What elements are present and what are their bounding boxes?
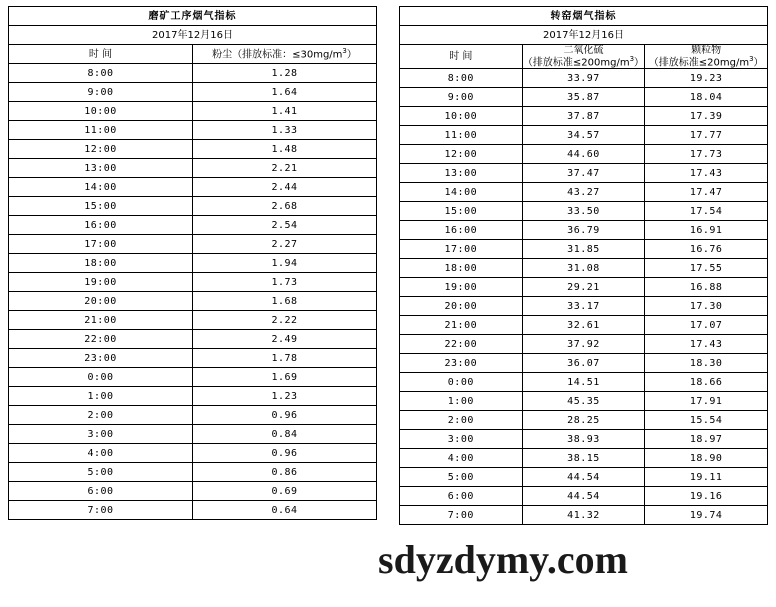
pm-cell: 19.16 (645, 487, 768, 506)
so2-cell: 36.07 (522, 354, 645, 373)
table-title-row (400, 7, 768, 26)
time-cell: 0:00 (400, 373, 523, 392)
so2-cell: 38.93 (522, 430, 645, 449)
so2-cell: 37.47 (522, 164, 645, 183)
time-cell: 5:00 (400, 468, 523, 487)
time-cell: 3:00 (9, 425, 193, 444)
dust-cell: 0.96 (193, 406, 377, 425)
table-row (9, 273, 377, 292)
time-cell: 21:00 (400, 316, 523, 335)
time-cell: 10:00 (9, 102, 193, 121)
table-row (400, 202, 768, 221)
table-row (9, 216, 377, 235)
table-row (400, 126, 768, 145)
table-row (400, 449, 768, 468)
time-cell: 23:00 (400, 354, 523, 373)
left-header-time: 时 间 (9, 45, 193, 64)
table-row (400, 88, 768, 107)
right-header-pm-name: 颗粒物 (691, 45, 722, 56)
table-row (400, 221, 768, 240)
table-row (400, 430, 768, 449)
table-row (400, 259, 768, 278)
right-table-title: 转窑烟气指标 (400, 7, 768, 26)
left-header-dust-exponent: 3 (342, 46, 347, 55)
time-cell: 22:00 (9, 330, 193, 349)
pm-cell: 19.23 (645, 69, 768, 88)
time-cell: 21:00 (9, 311, 193, 330)
so2-cell: 44.54 (522, 468, 645, 487)
so2-cell: 35.87 (522, 88, 645, 107)
time-cell: 10:00 (400, 107, 523, 126)
time-cell: 1:00 (400, 392, 523, 411)
so2-cell: 33.97 (522, 69, 645, 88)
dust-cell: 1.23 (193, 387, 377, 406)
table-row (400, 373, 768, 392)
table-row (9, 197, 377, 216)
pm-cell: 16.88 (645, 278, 768, 297)
dust-cell: 2.68 (193, 197, 377, 216)
time-cell: 19:00 (9, 273, 193, 292)
table-row (400, 145, 768, 164)
left-report-panel (8, 6, 377, 607)
dust-cell: 0.96 (193, 444, 377, 463)
so2-cell: 37.92 (522, 335, 645, 354)
so2-cell: 44.54 (522, 487, 645, 506)
right-header-so2-standard-text: （排放标准≤200mg/m (522, 57, 630, 69)
dust-cell: 2.44 (193, 178, 377, 197)
table-row (9, 330, 377, 349)
table-date-row (400, 26, 768, 45)
table-row (9, 501, 377, 520)
right-header-time: 时 间 (400, 45, 523, 69)
milling-flue-gas-table (8, 6, 377, 520)
time-cell: 19:00 (400, 278, 523, 297)
pm-cell: 18.66 (645, 373, 768, 392)
table-row (9, 64, 377, 83)
pm-cell: 17.39 (645, 107, 768, 126)
dust-cell: 1.48 (193, 140, 377, 159)
time-cell: 18:00 (400, 259, 523, 278)
pm-cell: 17.07 (645, 316, 768, 335)
dust-cell: 1.94 (193, 254, 377, 273)
pm-cell: 17.43 (645, 164, 768, 183)
table-row (400, 487, 768, 506)
left-header-dust (193, 45, 377, 64)
table-row (400, 354, 768, 373)
table-row (9, 159, 377, 178)
time-cell: 9:00 (400, 88, 523, 107)
time-cell: 6:00 (9, 482, 193, 501)
so2-cell: 28.25 (522, 411, 645, 430)
time-cell: 2:00 (400, 411, 523, 430)
dust-cell: 2.21 (193, 159, 377, 178)
pm-cell: 17.91 (645, 392, 768, 411)
pm-cell: 18.30 (645, 354, 768, 373)
so2-cell: 31.08 (522, 259, 645, 278)
time-cell: 15:00 (400, 202, 523, 221)
left-table-date: 2017年12月16日 (9, 26, 377, 45)
time-cell: 22:00 (400, 335, 523, 354)
right-header-so2-exponent: 3 (629, 55, 635, 63)
time-cell: 11:00 (400, 126, 523, 145)
time-cell: 4:00 (400, 449, 523, 468)
table-row (9, 102, 377, 121)
dust-cell: 1.68 (193, 292, 377, 311)
time-cell: 20:00 (400, 297, 523, 316)
so2-cell: 41.32 (522, 506, 645, 525)
dust-cell: 0.69 (193, 482, 377, 501)
pm-cell: 17.73 (645, 145, 768, 164)
so2-cell: 29.21 (522, 278, 645, 297)
time-cell: 5:00 (9, 463, 193, 482)
table-row (9, 368, 377, 387)
right-header-so2-name: 二氧化硫 (563, 45, 604, 56)
right-header-pm-close: ） (753, 57, 764, 69)
time-cell: 2:00 (9, 406, 193, 425)
pm-cell: 19.11 (645, 468, 768, 487)
table-row (400, 468, 768, 487)
table-row (9, 311, 377, 330)
dust-cell: 1.78 (193, 349, 377, 368)
so2-cell: 44.60 (522, 145, 645, 164)
table-row (9, 178, 377, 197)
time-cell: 17:00 (400, 240, 523, 259)
pm-cell: 15.54 (645, 411, 768, 430)
time-cell: 16:00 (9, 216, 193, 235)
table-row (9, 406, 377, 425)
dust-cell: 2.49 (193, 330, 377, 349)
table-header-row (9, 45, 377, 64)
so2-cell: 34.57 (522, 126, 645, 145)
so2-cell: 33.50 (522, 202, 645, 221)
table-row (9, 425, 377, 444)
table-row (9, 349, 377, 368)
table-row (400, 392, 768, 411)
right-header-pm-exponent: 3 (749, 55, 754, 63)
table-row (9, 254, 377, 273)
time-cell: 12:00 (400, 145, 523, 164)
dust-cell: 2.54 (193, 216, 377, 235)
dust-cell: 0.86 (193, 463, 377, 482)
time-cell: 18:00 (9, 254, 193, 273)
time-cell: 11:00 (9, 121, 193, 140)
right-table-date: 2017年12月16日 (400, 26, 768, 45)
dust-cell: 1.64 (193, 83, 377, 102)
dust-cell: 2.27 (193, 235, 377, 254)
table-row (400, 316, 768, 335)
so2-cell: 38.15 (522, 449, 645, 468)
left-table-title: 磨矿工序烟气指标 (9, 7, 377, 26)
time-cell: 3:00 (400, 430, 523, 449)
time-cell: 7:00 (400, 506, 523, 525)
table-row (9, 235, 377, 254)
table-header-row (400, 45, 768, 69)
pm-cell: 17.47 (645, 183, 768, 202)
right-header-pm (645, 45, 768, 69)
time-cell: 20:00 (9, 292, 193, 311)
table-row (400, 411, 768, 430)
so2-cell: 36.79 (522, 221, 645, 240)
pm-cell: 18.97 (645, 430, 768, 449)
time-cell: 0:00 (9, 368, 193, 387)
pm-cell: 16.76 (645, 240, 768, 259)
table-row (400, 278, 768, 297)
dust-cell: 0.64 (193, 501, 377, 520)
table-title-row (9, 7, 377, 26)
so2-cell: 45.35 (522, 392, 645, 411)
table-row (400, 506, 768, 525)
table-row (400, 69, 768, 88)
pm-cell: 17.55 (645, 259, 768, 278)
table-row (400, 240, 768, 259)
so2-cell: 43.27 (522, 183, 645, 202)
time-cell: 16:00 (400, 221, 523, 240)
time-cell: 14:00 (9, 178, 193, 197)
table-row (400, 335, 768, 354)
left-header-dust-close: ） (346, 49, 357, 61)
table-row (9, 83, 377, 102)
right-header-pm-standard (645, 56, 767, 68)
time-cell: 8:00 (400, 69, 523, 88)
pm-cell: 18.04 (645, 88, 768, 107)
kiln-flue-gas-table (399, 6, 768, 525)
table-row (9, 292, 377, 311)
dust-cell: 1.73 (193, 273, 377, 292)
table-row (9, 140, 377, 159)
time-cell: 4:00 (9, 444, 193, 463)
time-cell: 7:00 (9, 501, 193, 520)
watermark-text: sdyzdymy.com (378, 537, 628, 582)
table-row (400, 297, 768, 316)
right-header-so2 (522, 45, 645, 69)
dust-cell: 1.28 (193, 64, 377, 83)
table-row (9, 444, 377, 463)
dust-cell: 1.41 (193, 102, 377, 121)
time-cell: 6:00 (400, 487, 523, 506)
right-header-so2-close: ） (634, 57, 645, 69)
table-row (400, 107, 768, 126)
table-date-row (9, 26, 377, 45)
dust-cell: 1.33 (193, 121, 377, 140)
time-cell: 17:00 (9, 235, 193, 254)
time-cell: 12:00 (9, 140, 193, 159)
right-header-pm-standard-text: （排放标准≤20mg/m (648, 57, 750, 69)
so2-cell: 14.51 (522, 373, 645, 392)
table-row (400, 164, 768, 183)
time-cell: 13:00 (9, 159, 193, 178)
table-row (9, 121, 377, 140)
time-cell: 13:00 (400, 164, 523, 183)
left-header-dust-text: 粉尘（排放标准：≤30mg/m (212, 49, 343, 61)
so2-cell: 32.61 (522, 316, 645, 335)
so2-cell: 37.87 (522, 107, 645, 126)
table-row (9, 387, 377, 406)
time-cell: 14:00 (400, 183, 523, 202)
time-cell: 15:00 (9, 197, 193, 216)
table-row (9, 463, 377, 482)
pm-cell: 16.91 (645, 221, 768, 240)
right-header-so2-standard (523, 56, 645, 68)
pm-cell: 17.43 (645, 335, 768, 354)
pm-cell: 18.90 (645, 449, 768, 468)
so2-cell: 33.17 (522, 297, 645, 316)
dust-cell: 2.22 (193, 311, 377, 330)
table-row (9, 482, 377, 501)
time-cell: 9:00 (9, 83, 193, 102)
right-report-panel (399, 6, 768, 607)
dust-cell: 0.84 (193, 425, 377, 444)
pm-cell: 17.54 (645, 202, 768, 221)
time-cell: 1:00 (9, 387, 193, 406)
time-cell: 23:00 (9, 349, 193, 368)
dust-cell: 1.69 (193, 368, 377, 387)
table-row (400, 183, 768, 202)
pm-cell: 19.74 (645, 506, 768, 525)
so2-cell: 31.85 (522, 240, 645, 259)
time-cell: 8:00 (9, 64, 193, 83)
pm-cell: 17.30 (645, 297, 768, 316)
pm-cell: 17.77 (645, 126, 768, 145)
